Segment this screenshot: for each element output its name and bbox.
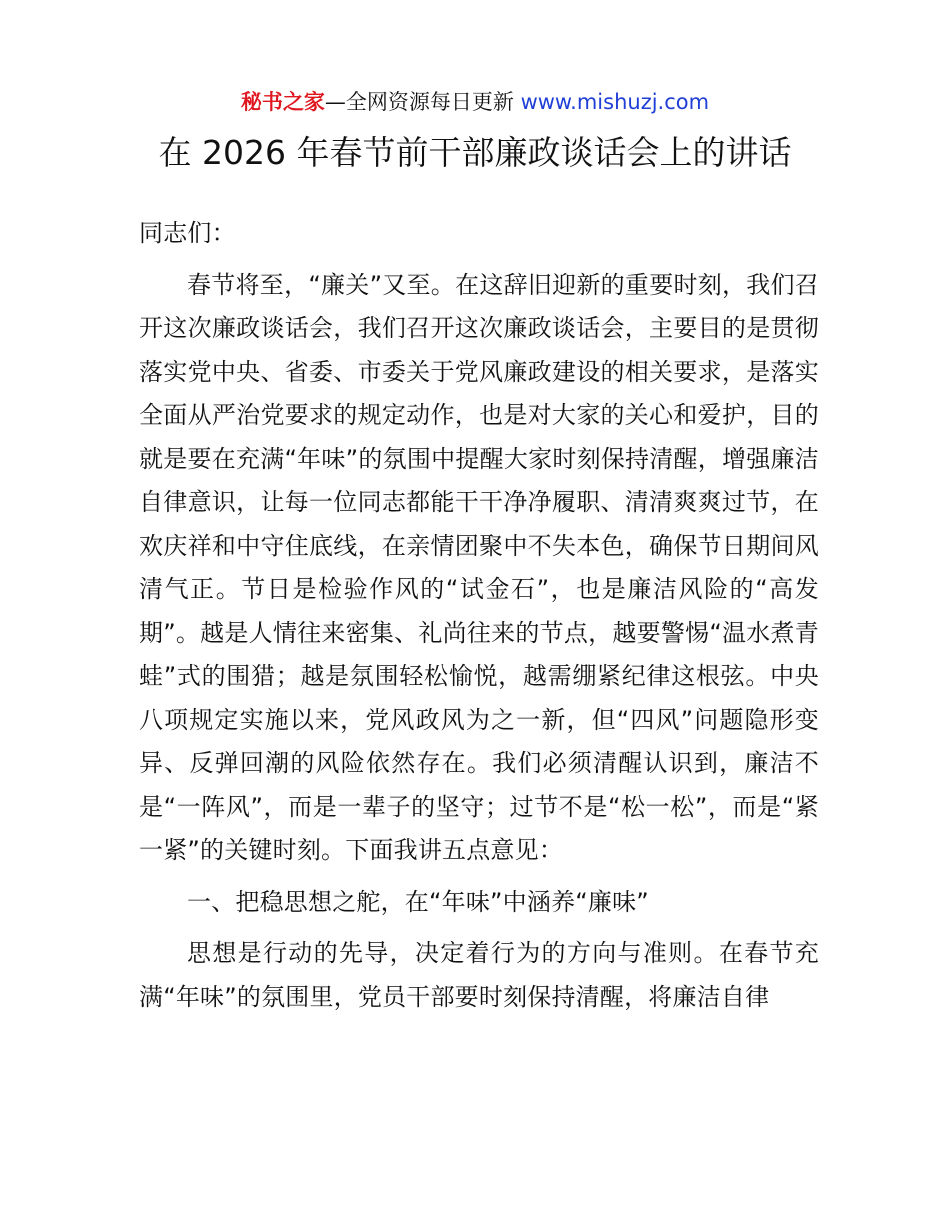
document-body <box>139 212 819 1019</box>
site-url-link[interactable]: www.mishuzj.com <box>520 90 710 114</box>
site-header <box>0 86 950 118</box>
section-heading-1: 一、把稳思想之舵，在“年味”中涵养“廉味” <box>187 887 649 916</box>
intro-paragraph: 春节将至，“廉关”又至。在这辞旧迎新的重要时刻，我们召开这次廉政谈话会，我们召开这次廉政谈话会，主要目的是贯彻落实党中央、省委、市委关于党风廉政建设的相关要求，是落实全面从严治党要求的规定动作，也是对大家的关心和爱护，目的就是要在充满“年味”的氛围中提醒大家时刻保持清醒，增强廉洁自律意识，让每一位同志都能干干净净履职、清清爽爽过节，在欢庆祥和中守住底线，在亲情团聚中不失本色，确保节日期间风清气正。节日是检验作风的“试金石”，也是廉洁风险的“高发期”。越是人情往来密集、礼尚往来的节点，越要警惕“温水煮青蛙”式的围猎；越是氛围轻松愉悦，越需绷紧纪律这根弦。中央八项规定实施以来，党风政风为之一新，但“四风”问题隐形变异、反弹回潮的风险依然存在。我们必须清醒认识到，廉洁不是“一阵风”，而是一辈子的坚守；过节不是“松一松”，而是“紧一紧”的关键时刻。下面我讲五点意见： <box>139 270 819 864</box>
document-title: 在 2026 年春节前干部廉政谈话会上的讲话 <box>158 133 792 172</box>
salutation: 同志们： <box>139 219 236 247</box>
site-tagline: —全网资源每日更新 <box>324 90 514 114</box>
site-name: 秘书之家 <box>240 90 325 114</box>
section-1-paragraph: 思想是行动的先导，决定着行为的方向与准则。在春节充满“年味”的氛围里，党员干部要时刻保持清醒，将廉洁自律 <box>139 939 819 1011</box>
